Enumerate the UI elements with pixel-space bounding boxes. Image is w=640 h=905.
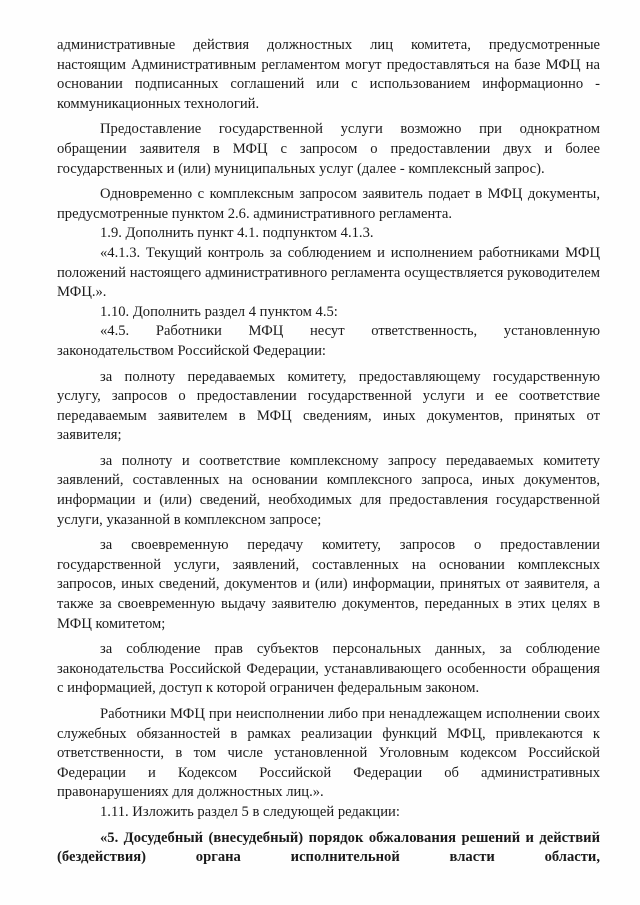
section-5-heading: «5. Досудебный (внесудебный) порядок обжалования решений и действий (бездействия) органа исполнительной власти области, <box>57 829 600 866</box>
paragraph-complex-request: Предоставление государственной услуги возможно при однократном обращении заявителя в МФЦ с запросом о предоставлении двух и более государственных и (или) муниципальных услуг (далее - комплексный запрос). <box>57 121 600 177</box>
paragraph-item-1-11: 1.11. Изложить раздел 5 в следующей редакции: <box>100 803 400 820</box>
paragraph-documents: Одновременно с комплексным запросом заявитель подает в МФЦ документы, предусмотренные пунктом 2.6. административного регламента. <box>57 186 600 222</box>
paragraph-responsibility-2: за полноту и соответствие комплексному запросу передаваемых комитету заявлений, составленных на основании комплексного запроса, иных документов, информации и (или) сведений, необходимых для предоставления государственной услуги, указанной в комплексном запросе; <box>57 452 600 528</box>
paragraph-employees-liability: Работники МФЦ при неисполнении либо при ненадлежащем исполнении своих служебных обязанностей в рамках реализации функций МФЦ, привлекаются к ответственности, в том числе установленной Уголовным кодексом Российской Федерации и Кодексом Российской Федерации об административных правонарушениях для должностных лиц.». <box>57 706 600 801</box>
paragraph-4-5: «4.5. Работники МФЦ несут ответственность, установленную законодательством Российской Федерации: <box>57 323 600 359</box>
paragraph-responsibility-3: за своевременную передачу комитету, запросов о предоставлении государственной услуги, заявлений, составленных на основании комплексных запросов, иных сведений, документов и (или) информации, принятых от заявителя, а также за своевременную выдачу заявителю документов, переданных в этих целях в МФЦ комитетом; <box>57 537 600 632</box>
paragraph-continuation: административные действия должностных лиц комитета, предусмотренные настоящим Административным регламентом могут предоставляться на базе МФЦ на основании подписанных соглашений или с использованием информационно - коммуникационных технологий. <box>57 37 600 112</box>
paragraph-4-1-3: «4.1.3. Текущий контроль за соблюдением и исполнением работниками МФЦ положений настоящего административного регламента осуществляется руководителем МФЦ.». <box>57 244 600 301</box>
paragraph-responsibility-1: за полноту передаваемых комитету, предоставляющему государственную услугу, запросов о предоставлении государственной услуги и ее соответствие передаваемым заявителем в МФЦ сведениям, иных документов, принятых от заявителя; <box>57 368 600 444</box>
paragraph-item-1-9: 1.9. Дополнить пункт 4.1. подпунктом 4.1.3. <box>100 225 374 242</box>
paragraph-responsibility-4: за соблюдение прав субъектов персональных данных, за соблюдение законодательства Российской Федерации, устанавливающего особенности обращения с информацией, доступ к которой ограничен федеральным законом. <box>57 641 600 697</box>
paragraph-item-1-10: 1.10. Дополнить раздел 4 пунктом 4.5: <box>100 303 338 320</box>
